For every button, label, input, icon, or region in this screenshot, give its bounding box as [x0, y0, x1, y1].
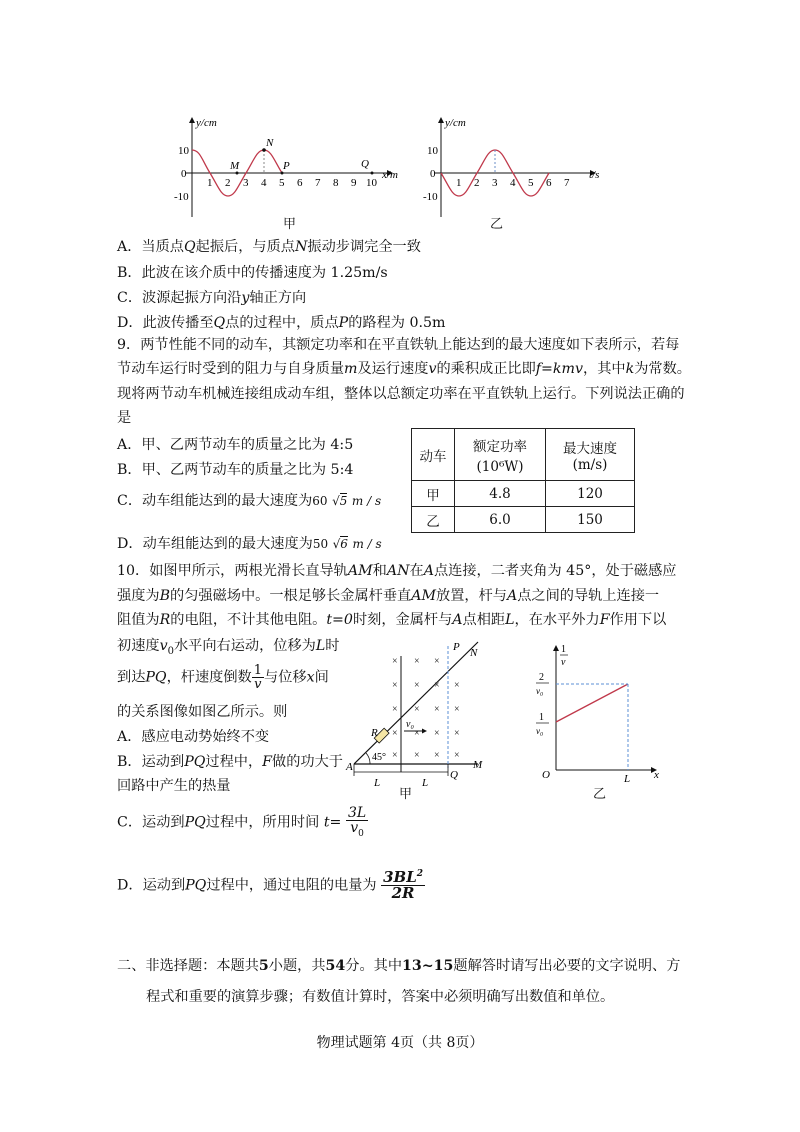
svg-text:×: ×: [414, 680, 420, 691]
ytick-1-den: v₀: [536, 726, 544, 736]
col-header-speed: 最大速度(m/s): [546, 429, 635, 481]
q8-option-c: C．波源起振方向沿y轴正方向: [117, 290, 307, 306]
table-row: 甲 4.8 120: [412, 481, 635, 507]
svg-text:1: 1: [456, 177, 462, 189]
q10-option-b: B．运动到PQ过程中，F做的功大于: [117, 754, 343, 770]
ylabel-yi: y/cm: [445, 117, 466, 129]
q10-option-b-line2: 回路中产生的热量: [117, 778, 231, 794]
svg-text:×: ×: [454, 728, 460, 739]
ytick-1-num: 1: [539, 712, 544, 723]
svg-text:1: 1: [207, 177, 213, 189]
ylabel-num: 1: [561, 644, 566, 655]
label-M: M: [230, 160, 240, 172]
label-A: A: [346, 761, 353, 773]
ytick-10: 10: [427, 145, 438, 157]
svg-text:×: ×: [434, 680, 440, 691]
svg-text:×: ×: [454, 680, 460, 691]
label-P: P: [283, 160, 290, 172]
ylabel-den: v: [561, 657, 566, 668]
field-crosses: [392, 656, 460, 761]
q9-line1: 9．两节性能不同的动车，其额定功率和在平直铁轨上能达到的最大速度如下表所示，若每: [117, 337, 680, 353]
q8-option-a: A．当质点Q起振后，与质点N振动步调完全一致: [117, 239, 421, 255]
label-L2: L: [422, 777, 429, 789]
inverse-velocity-graph-yi: [530, 640, 670, 790]
q10-line1: 10．如图甲所示，两根光滑长直导轨AM和AN在A点连接，二者夹角为 45°，处于磁感应: [117, 563, 677, 579]
q8-option-d: D．此波传播至Q点的过程中，质点P的路程为 0.5m: [117, 315, 446, 331]
svg-text:3: 3: [243, 177, 249, 189]
svg-text:6: 6: [546, 177, 552, 189]
ytick-2-num: 2: [539, 672, 544, 683]
label-Q: Q: [361, 158, 369, 170]
q9-line2: 节动车运行时受到的阻力与自身质量m及运行速度v的乘积成正比即f=kmv，其中k为常数。: [117, 361, 691, 377]
label-N: N: [266, 137, 274, 149]
page-footer: 物理试题第 4页（共 8页）: [316, 1035, 484, 1051]
svg-text:7: 7: [564, 177, 570, 189]
col-header-power: 额定功率 (10⁶W): [455, 429, 546, 481]
train-spec-table: [411, 428, 635, 533]
svg-text:×: ×: [392, 656, 398, 667]
caption-yi: 乙: [490, 217, 504, 232]
svg-text:4: 4: [510, 177, 516, 189]
svg-text:×: ×: [392, 750, 398, 761]
svg-text:3: 3: [492, 177, 498, 189]
ytick-0: 0: [181, 168, 187, 180]
svg-text:×: ×: [414, 704, 420, 715]
q9-option-d: D．动车组能达到的最大速度为50 √6 m / s: [117, 536, 382, 552]
svg-text:×: ×: [392, 704, 398, 715]
xtick-L: L: [624, 773, 631, 785]
svg-text:10: 10: [366, 177, 377, 189]
angle-arc: [366, 753, 370, 764]
svg-text:×: ×: [434, 656, 440, 667]
svg-text:×: ×: [454, 750, 460, 761]
q10-line2: 强度为B的匀强磁场中。一根足够长金属杆垂直AM放置，杆与A点之间的导轨上连接一: [117, 588, 660, 604]
xticks-yi: [456, 177, 570, 189]
q9-line3: 现将两节动车机械连接组成动车组，整体以总额定功率在平直铁轨上运行。下列说法正确的: [117, 386, 685, 402]
q9-option-b: B．甲、乙两节动车的质量之比为 5:4: [117, 462, 354, 478]
svg-text:5: 5: [279, 177, 285, 189]
q10-option-c: C．运动到PQ过程中，所用时间 t= $\frac{3L}{v_0}$: [117, 805, 367, 839]
xticks-jia: [207, 177, 378, 189]
q10-line4: 初速度$v_0$水平向右运动，位移为L时: [117, 638, 340, 657]
svg-text:5: 5: [528, 177, 534, 189]
label-N: N: [470, 647, 478, 659]
svg-text:9: 9: [351, 177, 357, 189]
label-R: R: [371, 727, 378, 739]
point-Q: [371, 172, 374, 175]
ytick-10: 10: [178, 145, 189, 157]
label-v0: v₀: [406, 719, 414, 730]
fig-caption-yi: 乙: [593, 787, 607, 802]
col-header-train: 动车: [412, 429, 455, 481]
svg-text:×: ×: [434, 704, 440, 715]
svg-text:×: ×: [392, 728, 398, 739]
origin-O: O: [542, 769, 550, 781]
svg-text:8: 8: [333, 177, 339, 189]
q10-line3: 阻值为R的电阻，不计其他电阻。t=0时刻，金属杆与A点相距L，在水平外力F作用下以: [117, 612, 667, 628]
fig-caption-jia: 甲: [399, 787, 413, 802]
label-45deg: 45°: [372, 752, 386, 763]
ytick-2-den: v₀: [536, 686, 544, 696]
svg-text:6: 6: [297, 177, 303, 189]
svg-text:2: 2: [225, 177, 231, 189]
svg-text:×: ×: [414, 728, 420, 739]
xlabel-x: x: [654, 769, 659, 781]
xlabel-yi: t/s: [589, 169, 600, 181]
ytick-neg10: -10: [423, 191, 438, 203]
caption-jia: 甲: [283, 217, 297, 232]
section2-line1: 二、非选择题：本题共5小题，共54分。其中13~15题解答时请写出必要的文字说明、方: [117, 958, 681, 974]
label-Q: Q: [450, 769, 458, 781]
rail-figure-jia: [346, 636, 496, 796]
svg-text:×: ×: [392, 680, 398, 691]
q9-option-a: A．甲、乙两节动车的质量之比为 4:5: [117, 437, 354, 453]
svg-text:×: ×: [434, 750, 440, 761]
svg-text:×: ×: [434, 728, 440, 739]
ylabel-jia: y/cm: [196, 117, 217, 129]
q8-option-b: B．此波在该介质中的传播速度为 1.25m/s: [117, 265, 388, 281]
q9-option-c: C．动车组能达到的最大速度为60 √5 m / s: [117, 493, 382, 509]
svg-text:2: 2: [474, 177, 480, 189]
table-row: 乙 6.0 150: [412, 507, 635, 533]
svg-text:7: 7: [315, 177, 321, 189]
label-P: P: [453, 641, 460, 653]
svg-text:×: ×: [414, 750, 420, 761]
xlabel-jia: x/m: [382, 169, 398, 181]
vibration-graph-yi: [425, 112, 625, 232]
label-L1: L: [374, 777, 381, 789]
svg-text:×: ×: [414, 656, 420, 667]
label-M: M: [473, 759, 483, 771]
graph-line: [556, 684, 628, 722]
q9-line4: 是: [117, 410, 132, 426]
q10-line5: 到达PQ，杆速度倒数 $\frac{1}{v}$ 与位移x间: [117, 663, 329, 692]
q10-line6: 的关系图像如图乙所示。则: [117, 704, 288, 720]
section2-line2: 程式和重要的演算步骤；有数值计算时，答案中必须明确写出数值和单位。: [146, 989, 615, 1005]
ytick-neg10: -10: [174, 191, 189, 203]
q10-option-a: A．感应电动势始终不变: [117, 729, 270, 745]
svg-text:×: ×: [454, 704, 460, 715]
q10-option-d: D．运动到PQ过程中，通过电阻的电量为 $\frac{3BL^2}{2R}$: [117, 868, 424, 902]
svg-text:4: 4: [261, 177, 267, 189]
ytick-0: 0: [430, 168, 436, 180]
